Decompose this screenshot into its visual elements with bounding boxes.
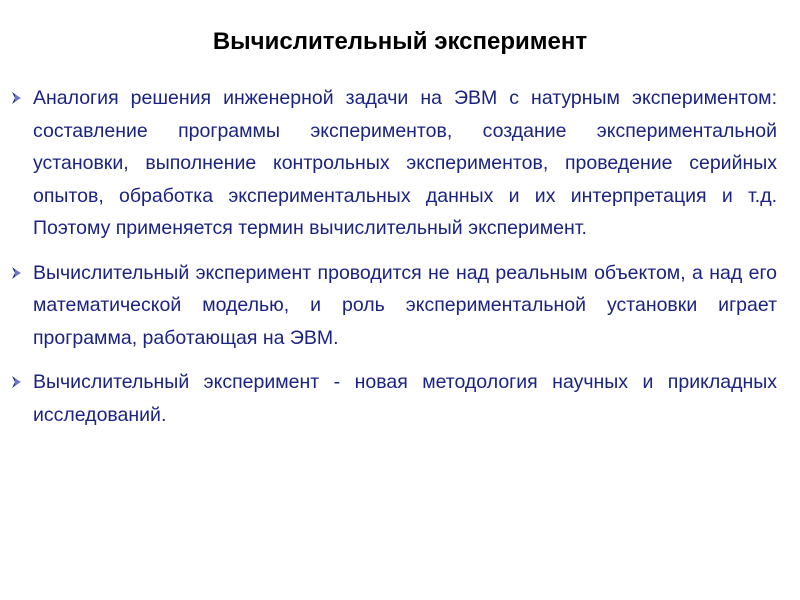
bullet-list	[9, 82, 777, 443]
bullet-text: Аналогия решения инженерной задачи на ЭВМ с натурным экспериментом: составление программы экспериментов, создание экспериментальной установки, выполнение контрольных экспериментов, проведение серийных опытов, обработка экспериментальных данных и их интерпретация и т.д. Поэтому применяется термин вычислительный эксперимент.	[33, 87, 777, 239]
bullet-item	[9, 82, 777, 245]
bullet-text: Вычислительный эксперимент проводится не над реальным объектом, а над его математической моделью, и роль экспериментальной установки играет программа, работающая на ЭВМ.	[33, 261, 777, 349]
bullet-text: Вычислительный эксперимент - новая методология научных и прикладных исследований.	[33, 371, 777, 426]
chevron-right-icon	[9, 264, 25, 282]
bullet-item	[9, 366, 777, 431]
chevron-right-icon	[9, 89, 25, 107]
chevron-right-icon	[9, 373, 25, 391]
slide-title: Вычислительный эксперимент	[212, 28, 588, 55]
bullet-item	[9, 257, 777, 355]
